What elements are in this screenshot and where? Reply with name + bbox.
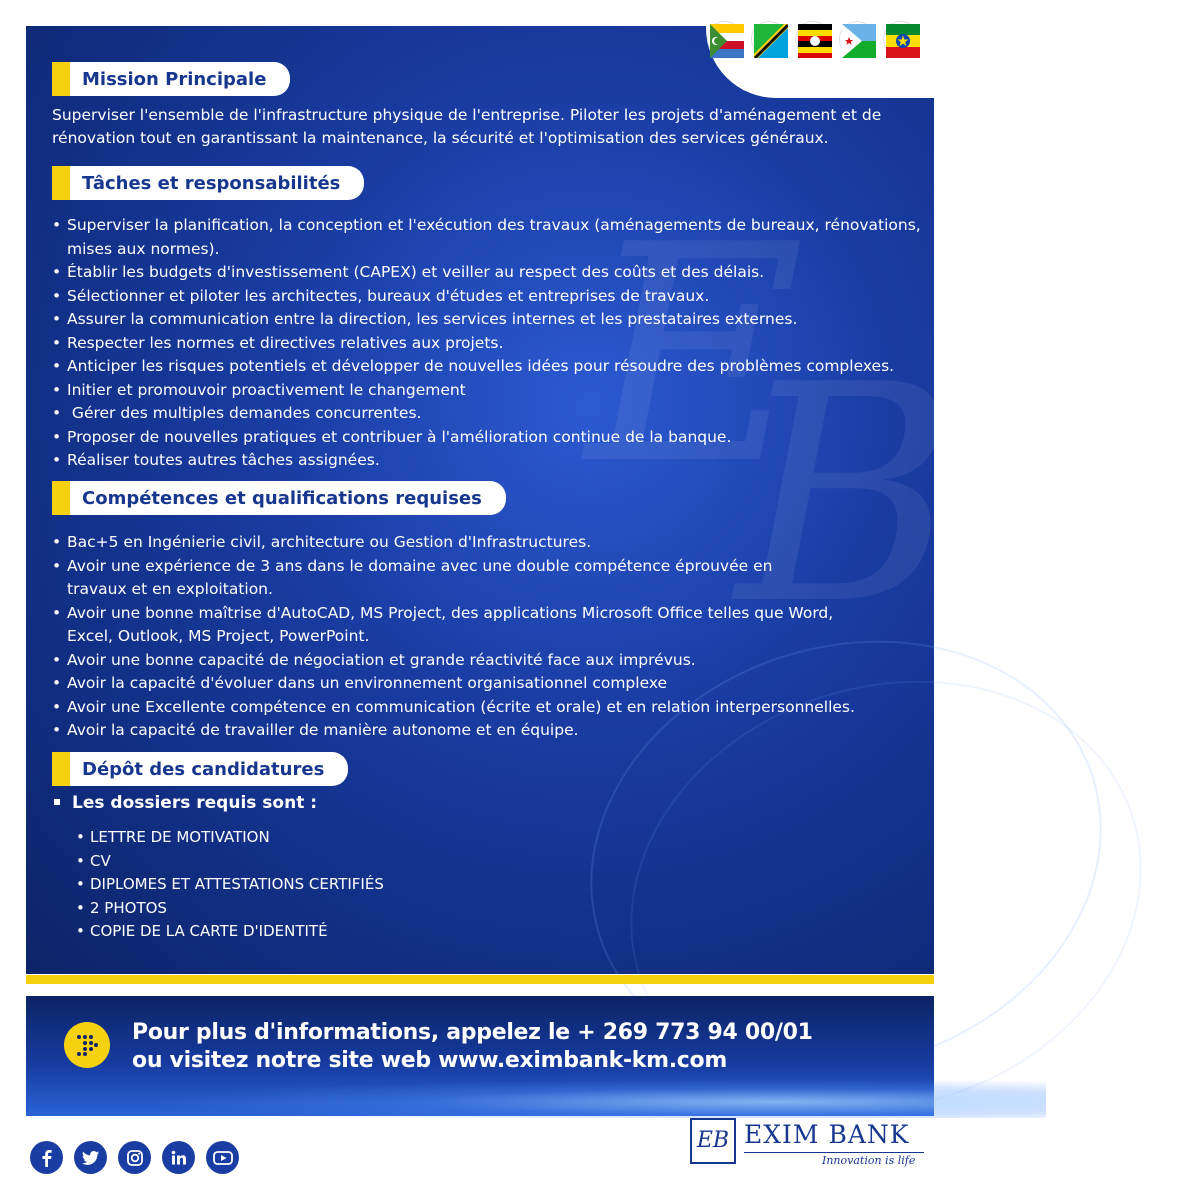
required-docs-label: Les dossiers requis sont :	[72, 793, 318, 813]
tanzania-flag-icon	[752, 22, 786, 56]
documents-list	[76, 826, 384, 944]
mission-header	[52, 62, 290, 96]
yellow-divider	[26, 975, 934, 984]
bank-name: EXIM BANK	[744, 1120, 910, 1149]
list-item: • CV	[76, 850, 384, 874]
skills-header	[52, 481, 506, 515]
list-item: • Bac+5 en Ingénierie civil, architecture ou Gestion d'Infrastructures.	[52, 531, 882, 555]
instagram-icon[interactable]	[118, 1141, 151, 1174]
contact-phone-text: Pour plus d'informations, appelez le + 269 773 94 00/01	[132, 1020, 813, 1045]
tasks-title: Tâches et responsabilités	[70, 166, 364, 200]
list-item: • Respecter les normes et directives relatives aux projets.	[52, 332, 932, 356]
list-item: • Avoir une Excellente compétence en communication (écrite et orale) et en relation interpersonnelles.	[52, 696, 882, 720]
mission-text: Superviser l'ensemble de l'infrastructure physique de l'entreprise. Piloter les projets d'aménagement et de rénovation tout en garantissant la maintenance, la sécurité et l'optimisation des services généraux.	[52, 106, 882, 147]
skills-title: Compétences et qualifications requises	[70, 481, 506, 515]
list-item: • 2 PHOTOS	[76, 897, 384, 921]
required-docs-title	[52, 793, 317, 813]
bank-tagline: Innovation is life	[822, 1154, 916, 1167]
list-item: • DIPLOMES ET ATTESTATIONS CERTIFIÉS	[76, 873, 384, 897]
list-item: • Initier et promouvoir proactivement le changement	[52, 379, 932, 403]
list-item: • Assurer la communication entre la direction, les services internes et les prestataires externes.	[52, 308, 932, 332]
list-item: • COPIE DE LA CARTE D'IDENTITÉ	[76, 920, 384, 944]
country-flags	[708, 22, 918, 56]
contact-website-text: ou visitez notre site web www.eximbank-km.com	[132, 1048, 727, 1073]
list-item: • Réaliser toutes autres tâches assignées.	[52, 449, 932, 473]
djibouti-flag-icon	[840, 22, 874, 56]
facebook-icon[interactable]	[30, 1141, 63, 1174]
list-item: • Avoir une bonne maîtrise d'AutoCAD, MS Project, des applications Microsoft Office telles que Word, Excel, Outlook, MS Project, PowerPoint.	[52, 602, 882, 649]
list-item: • Superviser la planification, la conception et l'exécution des travaux (aménagements de bureaux, rénovations, mises aux normes).	[52, 214, 932, 261]
list-item: • Gérer des multiples demandes concurrentes.	[52, 402, 932, 426]
contact-banner	[26, 996, 934, 1116]
list-item: • Avoir la capacité d'évoluer dans un environnement organisationnel complexe	[52, 672, 882, 696]
uganda-flag-icon	[796, 22, 830, 56]
logo-rule	[744, 1152, 924, 1153]
application-title: Dépôt des candidatures	[70, 752, 348, 786]
list-item: • Anticiper les risques potentiels et développer de nouvelles idées pour résoudre des problèmes complexes.	[52, 355, 932, 379]
list-item: • Proposer de nouvelles pratiques et contribuer à l'amélioration continue de la banque.	[52, 426, 932, 450]
list-item: • Avoir la capacité de travailler de manière autonome et en équipe.	[52, 719, 882, 743]
tasks-list	[52, 214, 932, 473]
eb-watermark: E B	[586, 181, 957, 670]
list-item: • Avoir une bonne capacité de négociation et grande réactivité face aux imprévus.	[52, 649, 882, 673]
list-item: • Sélectionner et piloter les architectes, bureaux d'études et entreprises de travaux.	[52, 285, 932, 309]
youtube-icon[interactable]	[206, 1141, 239, 1174]
keypad-icon	[64, 1022, 110, 1068]
social-links	[30, 1141, 239, 1174]
linkedin-icon[interactable]	[162, 1141, 195, 1174]
list-item: • Avoir une expérience de 3 ans dans le domaine avec une double compétence éprouvée en travaux et en exploitation.	[52, 555, 882, 602]
light-streak	[146, 1078, 1046, 1118]
tasks-header	[52, 166, 364, 200]
list-item: • LETTRE DE MOTIVATION	[76, 826, 384, 850]
skills-list	[52, 531, 882, 743]
comoros-flag-icon	[708, 22, 742, 56]
list-item: • Établir les budgets d'investissement (CAPEX) et veiller au respect des coûts et des délais.	[52, 261, 932, 285]
mission-title: Mission Principale	[70, 62, 290, 96]
exim-bank-logo	[690, 1118, 930, 1178]
square-bullet-icon	[54, 799, 60, 805]
eb-monogram: EB	[690, 1118, 736, 1164]
ethiopia-flag-icon	[884, 22, 918, 56]
application-header	[52, 752, 348, 786]
twitter-icon[interactable]	[74, 1141, 107, 1174]
